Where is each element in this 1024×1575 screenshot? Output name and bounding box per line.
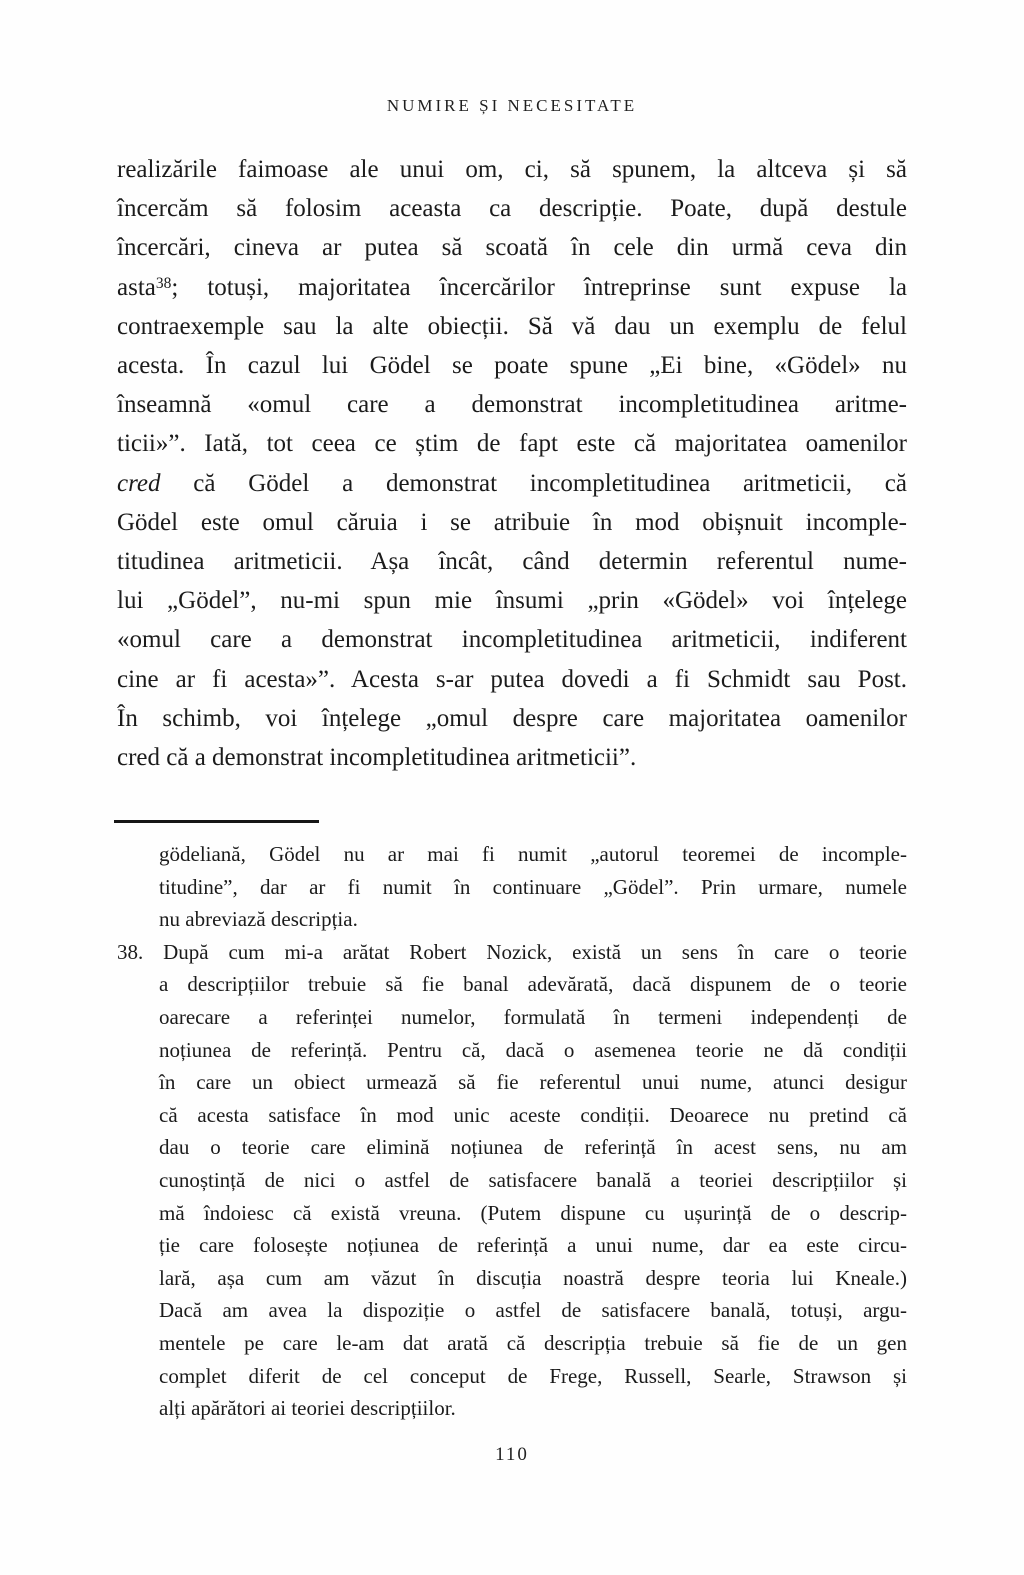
text-segment: ; totuși, majoritatea încercărilor întreprinse sunt expuse la	[171, 273, 907, 301]
text-segment: că Gödel a demonstrat incompletitudinea aritmeticii, că	[160, 469, 907, 497]
text-segment: încercări, cineva ar putea să scoată în cele din urmă ceva din	[117, 234, 907, 262]
text-segment: titudine”, dar ar fi numit în continuare „Gödel”. Prin urmare, numele	[159, 874, 907, 899]
footnote-text-line	[159, 1099, 907, 1132]
footnote-text-line	[159, 1131, 907, 1164]
text-segment: contraexemple sau la alte obiecții. Să vă dau un exemplu de felul	[117, 312, 907, 340]
body-text-line	[117, 268, 907, 307]
text-segment: titudinea aritmeticii. Așa încât, când determin referentul nume-	[117, 548, 907, 576]
footnote-text-line	[159, 968, 907, 1001]
footnote-text-line	[159, 1360, 907, 1393]
text-segment: ticii»”. Iată, tot ceea ce știm de fapt este că majoritatea oamenilor	[117, 430, 907, 458]
text-segment: lară, așa cum am văzut în discuția noastră despre teoria lui Kneale.)	[159, 1265, 907, 1290]
body-text-line	[117, 150, 907, 189]
text-segment: ție care folosește noțiunea de referință a unui nume, dar ea este circu-	[159, 1233, 907, 1258]
text-segment: Dacă am avea la dispoziție o astfel de satisfacere banală, totuși, argu-	[159, 1298, 907, 1323]
text-segment: înseamnă «omul care a demonstrat incompletitudinea aritme-	[117, 391, 907, 419]
body-text-line	[117, 228, 907, 267]
body-text-line	[117, 385, 907, 424]
footnote-text-line	[159, 1327, 907, 1360]
body-text-line	[117, 542, 907, 581]
body-text-line	[117, 620, 907, 659]
text-segment: mentele pe care le-am dat arată că descripția trebuie să fie de un gen	[159, 1330, 907, 1355]
footnote-text-line	[159, 1294, 907, 1327]
text-segment: a descripțiilor trebuie să fie banal adevărată, dacă dispunem de o teorie	[159, 972, 907, 997]
body-text-line	[117, 738, 907, 777]
body-text-line	[117, 660, 907, 699]
body-text-line	[117, 464, 907, 503]
text-segment: dau o teorie care elimină noțiunea de referință în acest sens, nu am	[159, 1135, 907, 1160]
text-segment: că acesta satisface în mod unic aceste condiții. Deoarece nu pretind că	[159, 1102, 907, 1127]
body-text-line	[117, 503, 907, 542]
running-header: NUMIRE ȘI NECESITATE	[386, 96, 638, 115]
footnote-text-line	[159, 1001, 907, 1034]
body-text-line	[117, 189, 907, 228]
text-segment: În schimb, voi înțelege „omul despre care majoritatea oamenilor	[117, 704, 907, 732]
text-segment: oarecare a referinței numelor, formulată în termeni independenți de	[159, 1004, 907, 1029]
text-segment: nu abreviază descripția.	[159, 907, 358, 932]
body-text-line	[117, 346, 907, 385]
page-number: 110	[495, 1444, 529, 1465]
text-segment: complet diferit de cel conceput de Frege, Russell, Searle, Strawson și	[159, 1363, 907, 1388]
text-segment: cine ar fi acesta»”. Acesta s-ar putea dovedi a fi Schmidt sau Post.	[117, 665, 907, 693]
text-segment: asta	[117, 273, 156, 301]
text-segment: în care un obiect urmează să fie referentul unui nume, atunci desigur	[159, 1070, 907, 1095]
footnote-text-line	[159, 903, 907, 936]
footnote-text-line	[159, 871, 907, 904]
body-text-line	[117, 307, 907, 346]
text-segment: gödeliană, Gödel nu ar mai fi numit „autorul teoremei de incomple-	[159, 842, 907, 866]
footnote-text-line	[159, 1392, 907, 1425]
text-segment: cred că a demonstrat incompletitudinea aritmeticii”.	[117, 744, 637, 772]
footnote-reference-mark: 38	[155, 275, 172, 293]
footnote-separator-rule	[114, 820, 319, 823]
text-segment: 38. După cum mi-a arătat Robert Nozick, există un sens în care o teorie	[117, 939, 907, 964]
footnote-text-line	[159, 1229, 907, 1262]
text-segment: «omul care a demonstrat incompletitudinea aritmeticii, indiferent	[117, 626, 907, 654]
footnote-text-line	[159, 1066, 907, 1099]
footnote-text-line	[159, 838, 907, 871]
text-segment: cunoștință de nici o astfel de satisfacere banală a teoriei descripțiilor și	[159, 1167, 907, 1192]
footnote-text-line	[159, 1034, 907, 1067]
text-segment: încercăm să folosim aceasta ca descripție. Poate, după destule	[117, 195, 907, 223]
footnote-text-line	[159, 1164, 907, 1197]
body-text-line	[117, 424, 907, 463]
text-segment: cred	[117, 469, 161, 497]
text-segment: acesta. În cazul lui Gödel se poate spune „Ei bine, «Gödel» nu	[117, 352, 907, 380]
body-text-line	[117, 581, 907, 620]
body-text-line	[117, 699, 907, 738]
footnote-text-line	[159, 1262, 907, 1295]
footnotes-block	[117, 838, 907, 1425]
footnote-text-line	[117, 936, 907, 969]
text-segment: mă îndoiesc că există vreuna. (Putem dispune cu ușurință de o descrip-	[159, 1200, 907, 1225]
footnote-text-line	[159, 1197, 907, 1230]
text-segment: realizările faimoase ale unui om, ci, să spunem, la altceva și să	[117, 156, 907, 183]
text-segment: noțiunea de referință. Pentru că, dacă o asemenea teorie ne dă condiții	[159, 1037, 907, 1062]
text-segment: Gödel este omul căruia i se atribuie în mod obișnuit incomple-	[117, 508, 907, 536]
text-segment: alți apărători ai teoriei descripțiilor.	[159, 1396, 456, 1421]
main-text-block	[117, 150, 907, 777]
text-segment: lui „Gödel”, nu-mi spun mie însumi „prin «Gödel» voi înțelege	[117, 587, 907, 615]
